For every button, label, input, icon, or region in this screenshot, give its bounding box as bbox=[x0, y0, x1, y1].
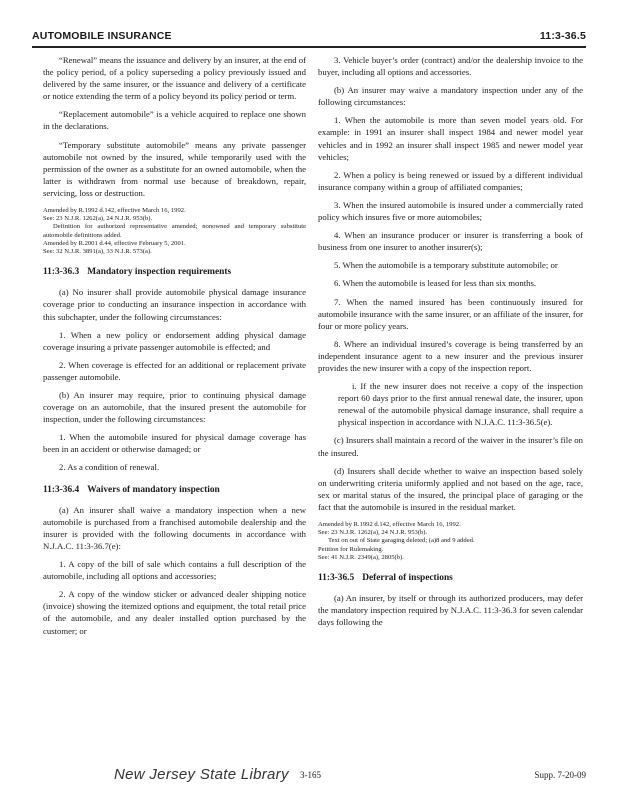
library-watermark: New Jersey State Library bbox=[114, 766, 289, 783]
definition-temporary-substitute: “Temporary substitute automobile” means any private passenger automobile not owned by the insured, while temporarily used with the permission of the owner as a substitute for an owned automobile, when the latter is withdrawn from normal use because of breakdown, repair, servicing, loss or destruction. bbox=[43, 139, 306, 198]
list-item: 5. When the automobile is a temporary substitute automobile; or bbox=[334, 260, 558, 271]
section-title: Waivers of mandatory inspection bbox=[87, 484, 220, 495]
header-title: AUTOMOBILE INSURANCE bbox=[32, 30, 172, 42]
paragraph: (c) Insurers shall maintain a record of the waiver in the insurer’s file on the insured. bbox=[318, 435, 583, 458]
list-item: 1. When a new policy or endorsement adding physical damage coverage insuring a private passenger automobile is effected; and bbox=[43, 329, 306, 352]
page-footer bbox=[32, 766, 586, 788]
history-line: See: 32 N.J.R. 3891(a), 33 N.J.R. 573(a). bbox=[43, 248, 152, 256]
history-line: See: 41 N.J.R. 2349(a), 2805(b). bbox=[318, 553, 404, 561]
section-number: 11:3-36.5 bbox=[318, 573, 355, 584]
section-heading bbox=[43, 266, 306, 278]
section-title: Deferral of inspections bbox=[362, 573, 453, 584]
list-item: 6. When the automobile is leased for less than six months. bbox=[334, 278, 537, 289]
history-note bbox=[318, 521, 583, 562]
paragraph: (d) Insurers shall decide whether to waive an inspection based solely on underwriting criteria uniformly applied and not based on the age, race, sex or marital status of the insured, the principal place of garaging or the fact that the automobile is insured in the residual market. bbox=[318, 465, 583, 512]
list-item: 3. Vehicle buyer’s order (contract) and/or the dealership invoice to the buyer, including all options and accessories. bbox=[318, 55, 583, 78]
section-title: Mandatory inspection requirements bbox=[87, 267, 232, 278]
history-line: Petition for Rulemaking. bbox=[318, 545, 384, 553]
section-number: 11:3-36.4 bbox=[43, 484, 80, 495]
list-item: 2. When a policy is being renewed or issued by a different individual insurance company within a group of affiliated companies; bbox=[318, 169, 583, 192]
list-item: 3. When the insured automobile is insured under a commercially rated policy which insures five or more automobiles; bbox=[318, 199, 583, 223]
header-rule bbox=[32, 46, 586, 48]
paragraph: (a) An insurer, by itself or through its authorized producers, may defer the mandatory inspection required by N.J.A.C. 11:3-36.3 for seven calendar days following the bbox=[318, 593, 583, 628]
history-line: Amended by R.1992 d.142, effective March 16, 1992. bbox=[43, 207, 186, 215]
left-column bbox=[43, 54, 306, 643]
history-note bbox=[43, 207, 306, 256]
list-item: 1. When the automobile insured for physical damage coverage has been in an accident or otherwise damaged; or bbox=[43, 432, 306, 455]
header-section: 11:3-36.5 bbox=[539, 30, 586, 42]
paragraph: (a) No insurer shall provide automobile physical damage insurance coverage prior to conducting an insurance inspection in accordance with this subchapter, under the following circumstances: bbox=[43, 287, 306, 322]
list-item: 7. When the named insured has been continuously insured for automobile insurance with the same insurer, or an affiliate of the insurer, for four or more policy years. bbox=[318, 296, 583, 331]
history-line: See: 23 N.J.R. 1262(a), 24 N.J.R. 953(b). bbox=[318, 529, 428, 537]
paragraph: (b) An insurer may require, prior to continuing physical damage coverage on an automobile, that the insured present the automobile for inspection, under the following circumstances: bbox=[43, 390, 306, 425]
list-item: 2. A copy of the window sticker or advanced dealer shipping notice (invoice) showing the itemized options and equipment, the total retail price of the automobile, and any dealer installed option purchased by the customer; or bbox=[43, 589, 306, 636]
history-line: Amended by R.1992 d.142, effective March 16, 1992. bbox=[318, 521, 461, 528]
right-column bbox=[318, 54, 583, 634]
history-line: See: 23 N.J.R. 1262(a), 24 N.J.R. 953(b). bbox=[43, 215, 153, 223]
section-heading bbox=[318, 572, 583, 584]
list-item: 8. Where an individual insured’s coverage is being transferred by an independent insurance agent to a new insurer and the previous insurer provides the new insurer with a copy of the inspection report. bbox=[318, 338, 583, 373]
history-line: Text on out of State garaging deleted; (a)8 and 9 added. bbox=[328, 537, 475, 545]
list-item: 2. As a condition of renewal. bbox=[59, 462, 160, 473]
paragraph: (b) An insurer may waive a mandatory inspection under any of the following circumstances: bbox=[318, 85, 583, 108]
list-item: 2. When coverage is effected for an additional or replacement private passenger automobile. bbox=[43, 359, 306, 382]
definition-replacement-automobile: “Replacement automobile” is a vehicle acquired to replace one shown in the declarations. bbox=[43, 109, 306, 132]
section-number: 11:3-36.3 bbox=[43, 267, 80, 278]
paragraph: (a) An insurer shall waive a mandatory inspection when a new automobile is purchased from a franchised automobile dealership and the insurer is provided with the following documents in accordance with N.J.A.C. 11:3-36.7(e): bbox=[43, 504, 306, 551]
history-line: Definition for authorized representative amended; nonowned and temporary substitute automobile definitions added. bbox=[43, 223, 306, 239]
list-item: 4. When an insurance producer or insurer is transferring a book of business from one insurer to another insurer(s); bbox=[318, 230, 583, 253]
history-line: Amended by R.2001 d.44, effective February 5, 2001. bbox=[43, 239, 186, 247]
sub-list-item: i. If the new insurer does not receive a copy of the inspection report 60 days prior to the first annual renewal date, the insurer, upon renewal of the automobile physical damage insurance, shall require a physical inspection in accordance with N.J.A.C. 11:3-36.5(e). bbox=[338, 381, 583, 428]
section-heading bbox=[43, 484, 306, 496]
page-number: 3-165 bbox=[300, 770, 321, 780]
supplement-date: Supp. 7-20-09 bbox=[534, 770, 586, 780]
list-item: 1. When the automobile is more than seven model years old. For example: in 1991 an insurer shall inspect 1984 and newer model year vehicles and in 1992 an insurer shall inspect 1985 and newer model year vehicles; bbox=[318, 115, 583, 162]
running-header bbox=[32, 30, 586, 46]
list-item: 1. A copy of the bill of sale which contains a full description of the automobile, including all options and accessories; bbox=[43, 559, 306, 582]
definition-renewal: “Renewal” means the issuance and delivery by an insurer, at the end of the policy period, of a policy superseding a policy previously issued and delivered by the same insurer, or the issuance and delivery of a certificate or notice extending the term of a policy beyond its policy period or term. bbox=[43, 55, 306, 102]
